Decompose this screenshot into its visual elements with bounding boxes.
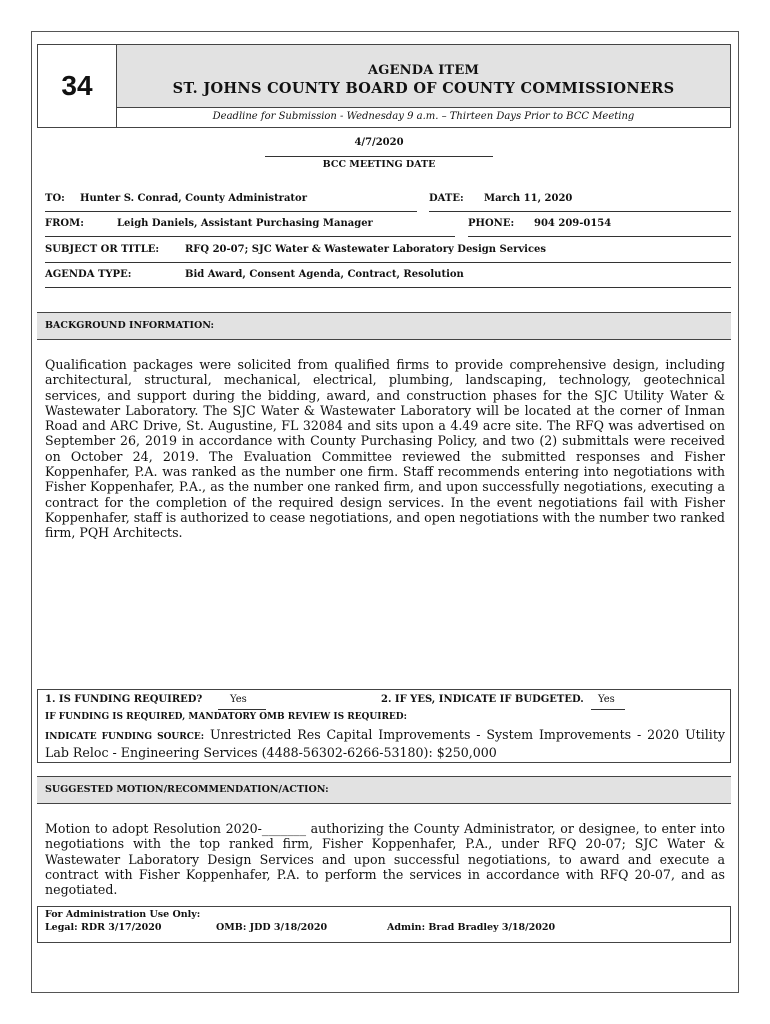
from-label: FROM: — [45, 218, 84, 229]
date-underline — [429, 211, 731, 212]
meeting-date-label: BCC MEETING DATE — [322, 159, 436, 170]
funding-source — [45, 727, 725, 760]
funding-box — [37, 689, 731, 763]
omb-review-note: IF FUNDING IS REQUIRED, MANDATORY OMB REVIEW IS REQUIRED: — [45, 712, 407, 722]
from-value: Leigh Daniels, Assistant Purchasing Manager — [117, 218, 373, 229]
to-label: TO: — [45, 193, 65, 204]
agenda-item-number: 34 — [38, 45, 117, 127]
funding-answer-2: Yes — [598, 694, 615, 705]
meeting-date-underline — [265, 156, 493, 157]
admin-signoff: Admin: Brad Bradley 3/18/2020 — [387, 922, 556, 933]
funding-answer-1: Yes — [230, 694, 247, 705]
subject-value: RFQ 20-07; SJC Water & Wastewater Laboratory Design Services — [185, 244, 547, 255]
background-text: Qualification packages were solicited from qualified firms to provide comprehensive design, including architectural, structural, mechanical, electrical, plumbing, landscaping, technology, geotechnical services, and support during the bidding, award, and construction phases for the SJC Utility Water & Wastewater Laboratory. The SJC Water & Wastewater Laboratory will be located at the corner of Inman Road and ARC Drive, St. Augustine, FL 32084 and sits upon a 4.49 acre site. The RFQ was advertised on September 26, 2019 in accordance with County Purchasing Policy, and two (2) submittals were received on October 24, 2019. The Evaluation Committee reviewed the submitted responses and Fisher Koppenhafer, P.A. was ranked as the number one firm. Staff recommends entering into negotiations with Fisher Koppenhafer, P.A., as the number one ranked firm, and upon successfully negotiations, executing a contract for the completion of the required design services. In the event negotiations fail with Fisher Koppenhafer, staff is authorized to cease negotiations, and open negotiations with the number two ranked firm, PQH Architects. — [45, 357, 725, 541]
legal-signoff: Legal: RDR 3/17/2020 — [45, 922, 162, 933]
meeting-date: 4/7/2020 — [354, 137, 404, 148]
admin-use-heading: For Administration Use Only: — [45, 909, 201, 920]
funding-source-label: INDICATE FUNDING SOURCE: — [45, 732, 205, 742]
funding-answer-1-underline — [218, 709, 266, 710]
agenda-header — [37, 44, 731, 128]
omb-signoff: OMB: JDD 3/18/2020 — [216, 922, 328, 933]
title-line-2: ST. JOHNS COUNTY BOARD OF COUNTY COMMISSIONERS — [172, 80, 675, 97]
phone-value: 904 209-0154 — [534, 218, 612, 229]
funding-question-1: 1. IS FUNDING REQUIRED? — [45, 694, 203, 705]
agenda-type-value: Bid Award, Consent Agenda, Contract, Resolution — [185, 269, 464, 280]
to-value: Hunter S. Conrad, County Administrator — [80, 193, 307, 204]
funding-answer-2-underline — [591, 709, 625, 710]
to-underline — [45, 211, 417, 212]
agenda-type-label: AGENDA TYPE: — [45, 269, 132, 280]
subject-label: SUBJECT OR TITLE: — [45, 244, 160, 255]
motion-heading: SUGGESTED MOTION/RECOMMENDATION/ACTION: — [37, 776, 731, 804]
funding-question-2: 2. IF YES, INDICATE IF BUDGETED. — [381, 694, 584, 705]
admin-use-box — [37, 906, 731, 943]
deadline-note: Deadline for Submission - Wednesday 9 a.m. – Thirteen Days Prior to BCC Meeting — [212, 111, 635, 122]
agenda-title — [117, 45, 730, 108]
phone-underline — [468, 236, 731, 237]
phone-label: PHONE: — [468, 218, 515, 229]
background-heading: BACKGROUND INFORMATION: — [37, 312, 731, 340]
motion-text: Motion to adopt Resolution 2020-_______ authorizing the County Administrator, or designee, to enter into negotiations with the top ranked firm, Fisher Koppenhafer, P.A., under RFQ 20-07; SJC Water & Wastewater Laboratory Design Services and upon successful negotiations, to award and execute a contract with Fisher Koppenhafer, P.A. to perform the services in accordance with RFQ 20-07, and as negotiated. — [45, 821, 725, 898]
date-label: DATE: — [429, 193, 464, 204]
date-value: March 11, 2020 — [484, 193, 573, 204]
from-underline — [45, 236, 455, 237]
funding-source-value: Unrestricted Res Capital Improvements - System Improvements - 2020 Utility Lab Reloc - Engineering Services (4488-56302-6266-53180): $250,000 — [45, 727, 726, 760]
subject-underline — [45, 262, 731, 263]
title-line-1: AGENDA ITEM — [367, 63, 480, 78]
agenda-type-underline — [45, 287, 731, 288]
